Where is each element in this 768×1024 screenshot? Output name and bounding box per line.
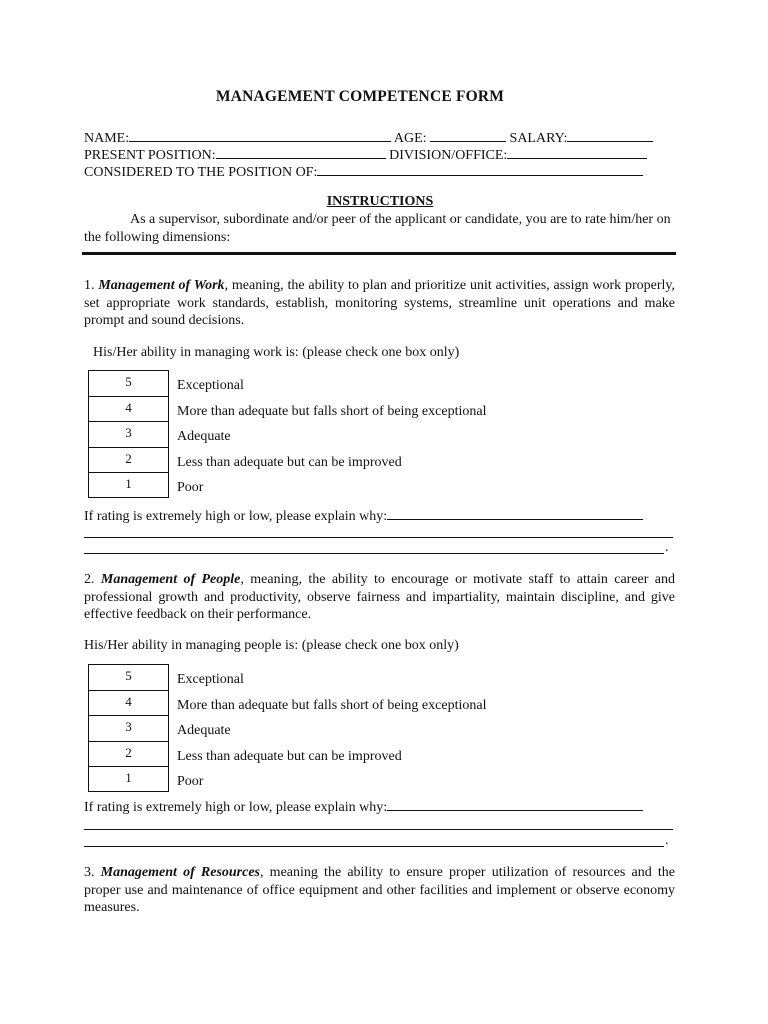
rating-label-3: Adequate [177, 723, 231, 738]
section-1-explain-prompt: If rating is extremely high or low, please explain why: [84, 509, 388, 524]
section-2-ability-prompt: His/Her ability in managing people is: (please check one box only) [84, 638, 459, 653]
rating-label-5: Exceptional [177, 378, 244, 393]
section-2-rating-boxes [88, 664, 169, 792]
section-1-rating-labels [177, 372, 486, 500]
section-1-number: 1. [84, 278, 95, 293]
age-label: AGE: [393, 131, 427, 146]
present-position-field[interactable] [216, 145, 386, 159]
rating-label-1: Poor [177, 774, 204, 789]
section-divider [82, 252, 676, 255]
salary-field[interactable] [567, 128, 653, 142]
name-field[interactable] [129, 128, 391, 142]
rating-label-2: Less than adequate but can be improved [177, 454, 402, 470]
rating-box-4[interactable]: 4 [88, 396, 169, 422]
section-1-period: . [665, 540, 669, 555]
division-office-field[interactable] [507, 145, 647, 159]
rating-box-2[interactable]: 2 [88, 741, 169, 767]
section-2-explain-line-3[interactable] [84, 846, 664, 847]
instructions-text: As a supervisor, subordinate and/or peer of the applicant or candidate, you are to rate him/her on the following dimensions: [84, 212, 671, 245]
name-label: NAME: [84, 131, 130, 146]
considered-position-field[interactable] [317, 162, 643, 176]
section-1-description [84, 277, 675, 330]
considered-position-row [84, 162, 643, 181]
section-3-number: 3. [84, 865, 95, 880]
rating-box-1[interactable]: 1 [88, 766, 169, 792]
rating-label-4: More than adequate but falls short of being exceptional [177, 697, 487, 713]
section-2-explain-row [84, 797, 643, 816]
section-1-explain-row [84, 506, 643, 525]
rating-box-5[interactable]: 5 [88, 664, 169, 690]
rating-label-2: Less than adequate but can be improved [177, 748, 402, 764]
section-1-heading: Management of Work [98, 278, 225, 293]
section-1-rating-boxes [88, 370, 169, 498]
rating-box-3[interactable]: 3 [88, 715, 169, 741]
section-2-number: 2. [84, 572, 95, 587]
rating-box-2[interactable]: 2 [88, 447, 169, 473]
section-1-explain-line-3[interactable] [84, 553, 664, 554]
rating-box-1[interactable]: 1 [88, 472, 169, 498]
present-position-label: PRESENT POSITION: [84, 148, 216, 163]
section-2-explain-prompt: If rating is extremely high or low, please explain why: [84, 800, 388, 815]
section-2-explain-line-2[interactable] [84, 829, 673, 830]
section-3-description [84, 864, 675, 917]
section-3-text: , meaning the ability to ensure proper utilization of resources and the proper use and maintenance of office equipment and other facilities and implement or observe economy measures. [84, 865, 676, 915]
rating-label-5: Exceptional [177, 672, 244, 687]
section-2-rating-labels [177, 666, 486, 794]
section-2-period: . [665, 833, 669, 848]
age-field[interactable] [430, 128, 506, 142]
section-1-explain-line-2[interactable] [84, 537, 673, 538]
rating-box-5[interactable]: 5 [88, 370, 169, 396]
section-2-explain-field[interactable] [387, 797, 643, 811]
section-1-ability-prompt: His/Her ability in managing work is: (please check one box only) [93, 345, 460, 360]
form-title: MANAGEMENT COMPETENCE FORM [215, 88, 505, 105]
division-office-label: DIVISION/OFFICE: [389, 148, 508, 163]
rating-box-3[interactable]: 3 [88, 421, 169, 447]
considered-position-label: CONSIDERED TO THE POSITION OF: [84, 165, 318, 180]
instructions-heading: INSTRUCTIONS [326, 194, 434, 209]
section-1-text: , meaning, the ability to plan and prioritize unit activities, assign work properly, set appropriate work standards, establish, monitoring systems, streamline unit operations and make prompt and sound decisions. [84, 278, 675, 328]
rating-label-3: Adequate [177, 429, 231, 444]
section-2-description [84, 571, 675, 624]
rating-box-4[interactable]: 4 [88, 690, 169, 716]
salary-label: SALARY: [509, 131, 568, 146]
section-2-text: , meaning, the ability to encourage or motivate staff to attain career and professional growth and productivity, observe fairness and impartiality, maintain discipline, and give effective feedback on their performance. [84, 572, 675, 622]
rating-label-1: Poor [177, 480, 204, 495]
section-3-heading: Management of Resources [100, 865, 261, 880]
section-1-explain-field[interactable] [387, 506, 643, 520]
rating-label-4: More than adequate but falls short of being exceptional [177, 403, 487, 419]
section-2-heading: Management of People [100, 572, 241, 587]
